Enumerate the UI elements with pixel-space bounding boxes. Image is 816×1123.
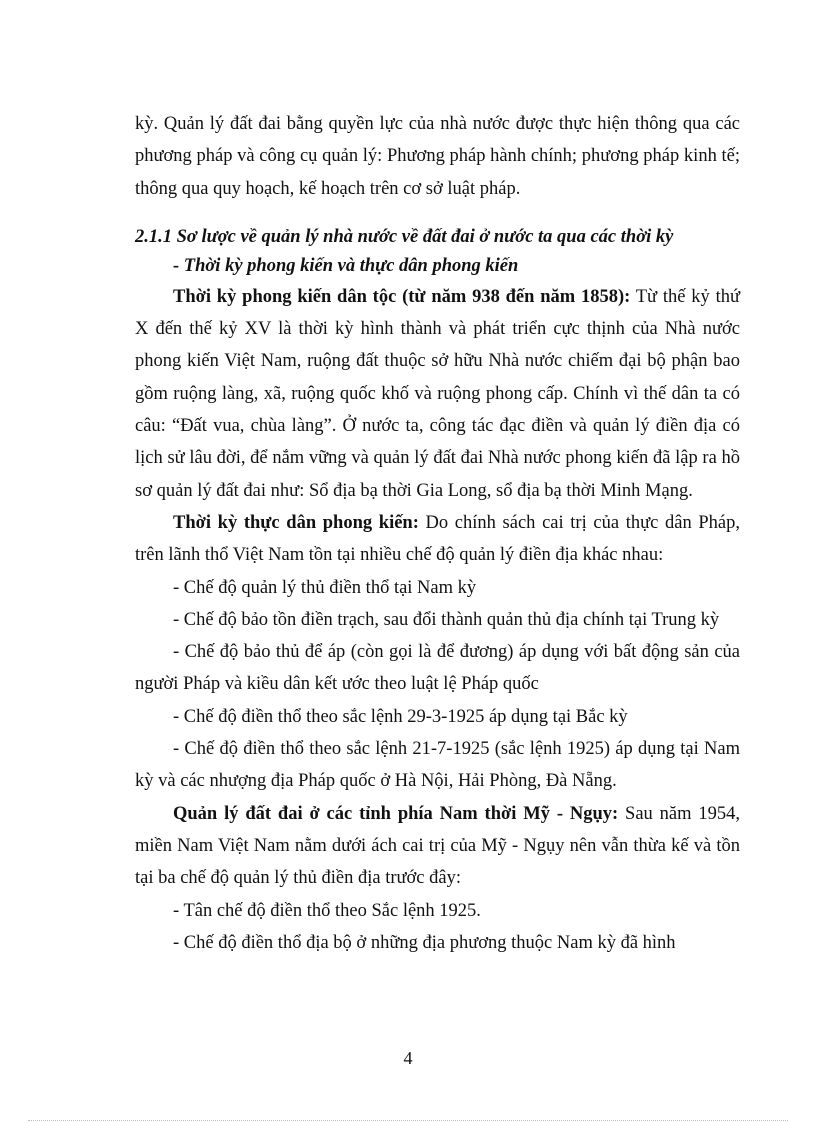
- colonial-item: - Chế độ bảo thủ để áp (còn gọi là để đương) áp dụng với bất động sản của người Pháp và kiều dân kết ước theo luật lệ Pháp quốc: [135, 642, 740, 695]
- paragraph-feudal: [135, 281, 740, 507]
- page-number: 4: [403, 1048, 413, 1068]
- paragraph-colonial-lead: Thời kỳ thực dân phong kiến:: [173, 512, 419, 533]
- paragraph-colonial: [135, 507, 740, 572]
- sub-heading: - Thời kỳ phong kiến và thực dân phong kiến: [173, 255, 519, 276]
- paragraph-south-lead: Quản lý đất đai ở các tỉnh phía Nam thời Mỹ - Ngụy:: [173, 803, 619, 824]
- colonial-item: - Chế độ điền thổ theo sắc lệnh 29-3-1925 áp dụng tại Bắc kỳ: [173, 706, 628, 727]
- paragraph-south-text: Sau năm 1954, miền Nam Việt Nam nằm dưới ách cai trị của Mỹ - Ngụy nên vẫn thừa kế và tồn tại ba chế độ quản lý thủ điền địa trước đây:: [135, 803, 740, 889]
- footer-divider: [28, 1120, 788, 1121]
- document-body: [135, 108, 740, 959]
- paragraph-feudal-text: Từ thế kỷ thứ X đến thế kỷ XV là thời kỳ hình thành và phát triển cực thịnh của Nhà nước phong kiến Việt Nam, ruộng đất thuộc sở hữu Nhà nước chiếm đại bộ phận bao gồm ruộng làng, xã, ruộng quốc khố và ruộng phong cấp. Chính vì thế dân ta có câu: “Đất vua, chùa làng”. Ở nước ta, công tác đạc điền và quản lý điền địa có lịch sử lâu đời, để nắm vững và quản lý đất đai Nhà nước phong kiến đã lập ra hồ sơ quản lý đất đai như: Sổ địa bạ thời Gia Long, sổ địa bạ thời Minh Mạng.: [135, 286, 740, 501]
- paragraph-feudal-lead: Thời kỳ phong kiến dân tộc (từ năm 938 đến năm 1858):: [173, 286, 631, 307]
- south-item: - Tân chế độ điền thổ theo Sắc lệnh 1925.: [173, 900, 481, 921]
- south-item: - Chế độ điền thổ địa bộ ở những địa phương thuộc Nam kỳ đã hình: [173, 932, 676, 953]
- colonial-item: - Chế độ quản lý thủ điền thổ tại Nam kỳ: [173, 577, 477, 598]
- paragraph-colonial-text: Do chính sách cai trị của thực dân Pháp, trên lãnh thổ Việt Nam tồn tại nhiều chế độ quản lý điền địa khác nhau:: [135, 512, 740, 566]
- paragraph-south: [135, 798, 740, 895]
- colonial-item: - Chế độ bảo tồn điền trạch, sau đổi thành quản thủ địa chính tại Trung kỳ: [173, 609, 720, 630]
- colonial-item: - Chế độ điền thổ theo sắc lệnh 21-7-1925 (sắc lệnh 1925) áp dụng tại Nam kỳ và các nhượng địa Pháp quốc ở Hà Nội, Hải Phòng, Đà Nẵng.: [135, 739, 740, 792]
- intro-paragraph: kỳ. Quản lý đất đai bằng quyền lực của nhà nước được thực hiện thông qua các phương pháp và công cụ quản lý: Phương pháp hành chính; phương pháp kinh tế; thông qua quy hoạch, kế hoạch trên cơ sở luật pháp.: [135, 114, 740, 199]
- section-heading: 2.1.1 Sơ lược về quản lý nhà nước về đất đai ở nước ta qua các thời kỳ: [135, 226, 674, 247]
